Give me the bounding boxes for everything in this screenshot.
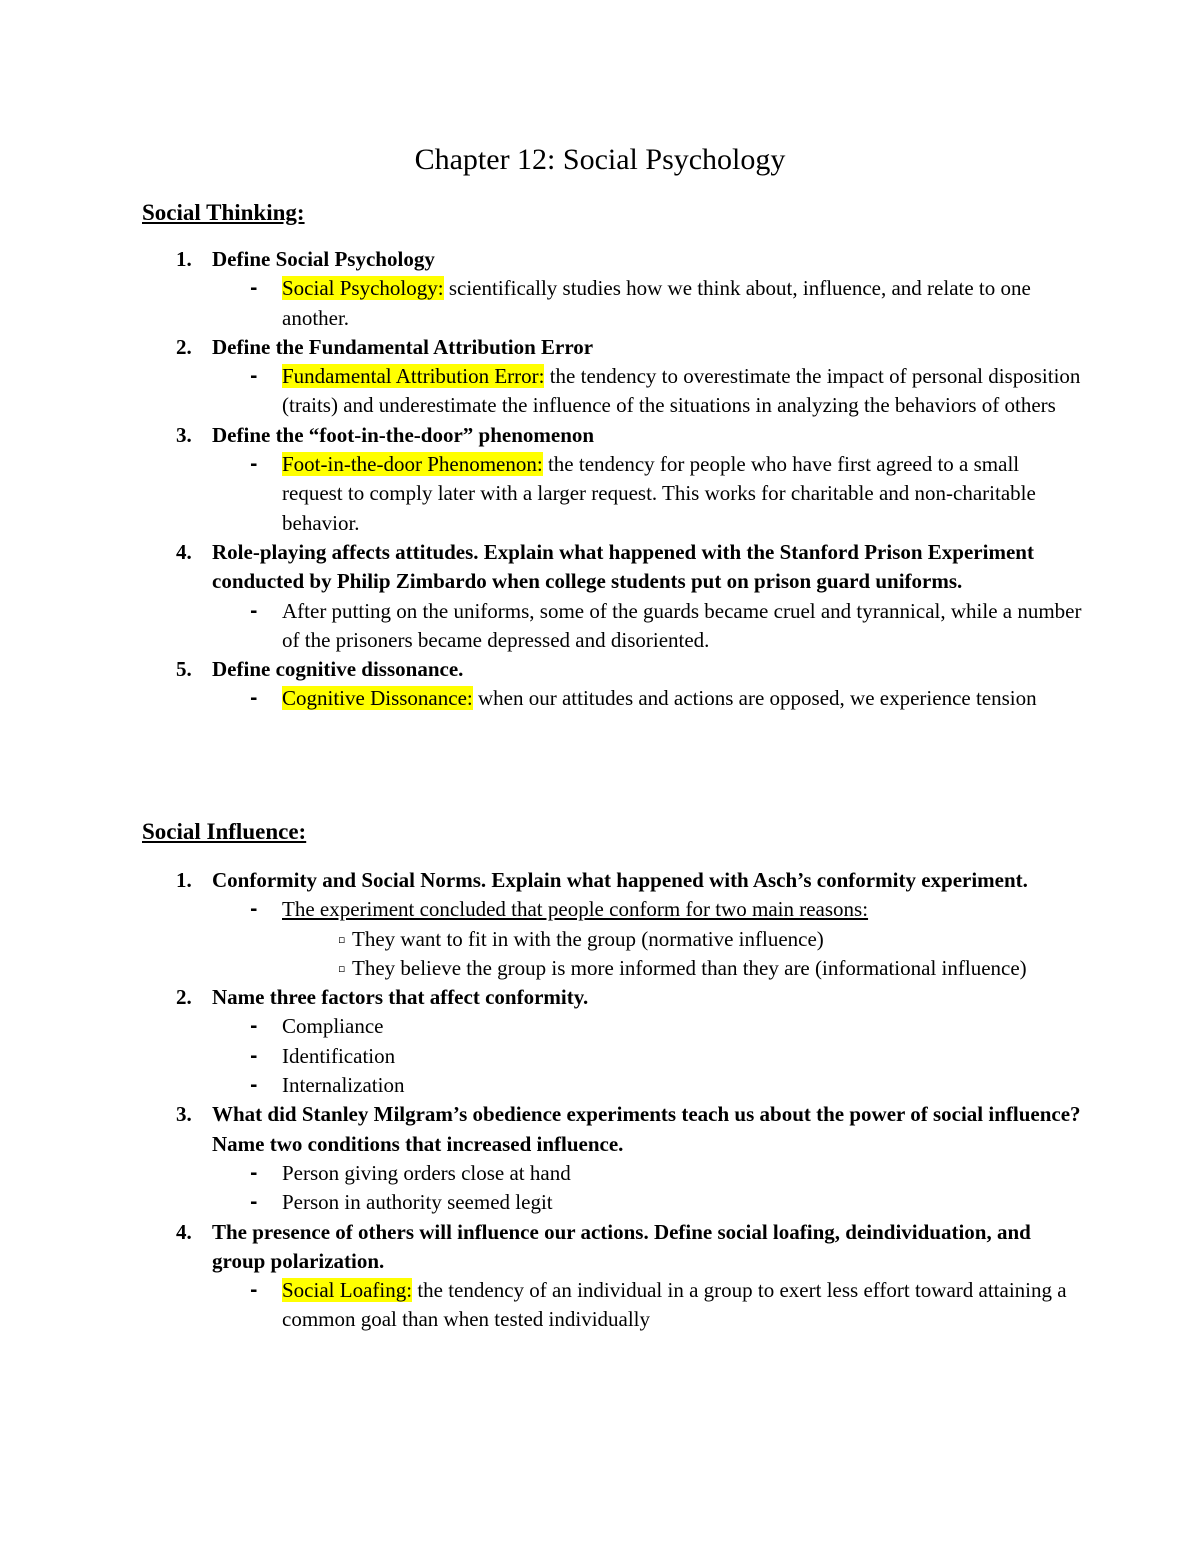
section-heading-social-influence: Social Influence:: [142, 819, 307, 844]
page-title: Chapter 12: Social Psychology: [414, 143, 786, 176]
question-text: Define cognitive dissonance.: [212, 657, 464, 682]
answer-list: [212, 1276, 1082, 1335]
answer-text: Compliance: [282, 1014, 384, 1039]
answer-text: scientifically studies how we think about, influence, and relate to one another.: [282, 276, 1031, 330]
question-number: 2.: [176, 985, 192, 1010]
answer-item: [212, 1188, 1082, 1217]
answer-item: [212, 1276, 1082, 1335]
dash-bullet-icon: -: [250, 1192, 258, 1214]
answer-list: [212, 597, 1082, 656]
answer-text: After putting on the uniforms, some of the guards became cruel and tyrannical, while a number of the prisoners became depressed and disoriented.: [282, 598, 1082, 652]
question-text: Conformity and Social Norms. Explain what happened with Asch’s conformity experiment.: [212, 868, 1028, 892]
answer-list: [212, 274, 1082, 333]
sub-item-text: They believe the group is more informed than they are (informational influence): [352, 955, 1027, 980]
answer-text: Person in authority seemed legit: [282, 1190, 553, 1215]
highlighted-term: Cognitive Dissonance:: [282, 686, 473, 711]
question-item: [142, 866, 1082, 983]
question-number: 1.: [176, 868, 192, 892]
answer-text: when our attitudes and actions are opposed, we experience tension: [472, 686, 1037, 711]
question-number: 3.: [176, 1102, 192, 1127]
question-text: Define the “foot-in-the-door” phenomenon: [212, 422, 595, 447]
sub-item: [282, 954, 1082, 983]
question-number: 5.: [176, 657, 192, 682]
answer-text: the tendency for people who have first agreed to a small request to comply later with a larger request. This works for charitable and non-charitable behavior.: [282, 452, 1036, 535]
sub-item: [282, 925, 1082, 954]
highlighted-term: Social Loafing:: [282, 1278, 413, 1303]
square-bullet-icon: ▫: [338, 932, 346, 946]
question-item: [142, 983, 1082, 1100]
question-text: The presence of others will influence our actions. Define social loafing, deindividuation, and group polarization.: [212, 1219, 1031, 1273]
dash-bullet-icon: -: [250, 1045, 258, 1067]
question-number: 4.: [176, 539, 192, 564]
answer-text: the tendency to overestimate the impact of personal disposition (traits) and underestimate the influence of the situations in analyzing the behaviors of others: [282, 364, 1081, 418]
question-text: Name three factors that affect conformity.: [212, 985, 589, 1010]
dash-bullet-icon: -: [250, 1280, 258, 1302]
answer-text: the tendency of an individual in a group to exert less effort toward attaining a common goal than when tested individually: [282, 1278, 1067, 1332]
dash-bullet-icon: -: [250, 1016, 258, 1038]
question-text: Role-playing affects attitudes. Explain what happened with the Stanford Prison Experiment conducted by Philip Zimbardo when college students put on prison guard uniforms.: [212, 539, 1034, 594]
question-list-social-thinking: [142, 245, 1082, 714]
answer-item: [212, 684, 1082, 713]
question-item: [142, 245, 1082, 333]
answer-text: Identification: [282, 1043, 396, 1068]
dash-bullet-icon: -: [250, 278, 258, 300]
question-text: Define Social Psychology: [212, 247, 435, 271]
answer-item: [212, 274, 1082, 333]
answer-item: [212, 362, 1082, 421]
dash-bullet-icon: -: [250, 1075, 258, 1097]
question-text: What did Stanley Milgram’s obedience experiments teach us about the power of social influence? Name two conditions that increased influence.: [212, 1102, 1081, 1156]
question-item: [142, 1218, 1082, 1335]
answer-item: [212, 597, 1082, 656]
answer-list: [212, 1159, 1082, 1218]
answer-item: [212, 1159, 1082, 1188]
dash-bullet-icon: -: [250, 454, 258, 476]
answer-text: Internalization: [282, 1073, 405, 1098]
question-text: Define the Fundamental Attribution Error: [212, 334, 594, 359]
answer-item: [212, 895, 1082, 983]
question-item: [142, 655, 1082, 714]
question-number: 2.: [176, 334, 192, 359]
square-bullet-icon: ▫: [338, 961, 346, 975]
highlighted-term: Social Psychology:: [282, 276, 444, 301]
dash-bullet-icon: -: [250, 899, 258, 921]
question-number: 3.: [176, 422, 192, 447]
sub-list: [282, 925, 1082, 984]
answer-item: [212, 1012, 1082, 1041]
question-list-social-influence: [142, 866, 1082, 1335]
answer-list: [212, 684, 1082, 713]
highlighted-term: Fundamental Attribution Error:: [282, 364, 545, 389]
dash-bullet-icon: -: [250, 366, 258, 388]
answer-text: Person giving orders close at hand: [282, 1160, 571, 1185]
answer-item: [212, 1071, 1082, 1100]
dash-bullet-icon: -: [250, 688, 258, 710]
section-heading-social-thinking: Social Thinking:: [142, 200, 305, 225]
question-number: 1.: [176, 247, 192, 271]
question-number: 4.: [176, 1219, 192, 1244]
dash-bullet-icon: -: [250, 1162, 258, 1184]
question-item: [142, 333, 1082, 421]
highlighted-term: Foot-in-the-door Phenomenon:: [282, 452, 543, 477]
answer-item: [212, 1042, 1082, 1071]
question-item: [142, 1100, 1082, 1217]
answer-list: [212, 362, 1082, 421]
answer-list: [212, 1012, 1082, 1100]
answer-list: [212, 450, 1082, 538]
dash-bullet-icon: -: [250, 600, 258, 622]
answer-text: The experiment concluded that people conform for two main reasons:: [282, 897, 869, 922]
sub-item-text: They want to fit in with the group (normative influence): [352, 926, 824, 951]
question-item: [142, 421, 1082, 538]
answer-item: [212, 450, 1082, 538]
answer-list: [212, 895, 1082, 983]
question-item: [142, 538, 1082, 655]
